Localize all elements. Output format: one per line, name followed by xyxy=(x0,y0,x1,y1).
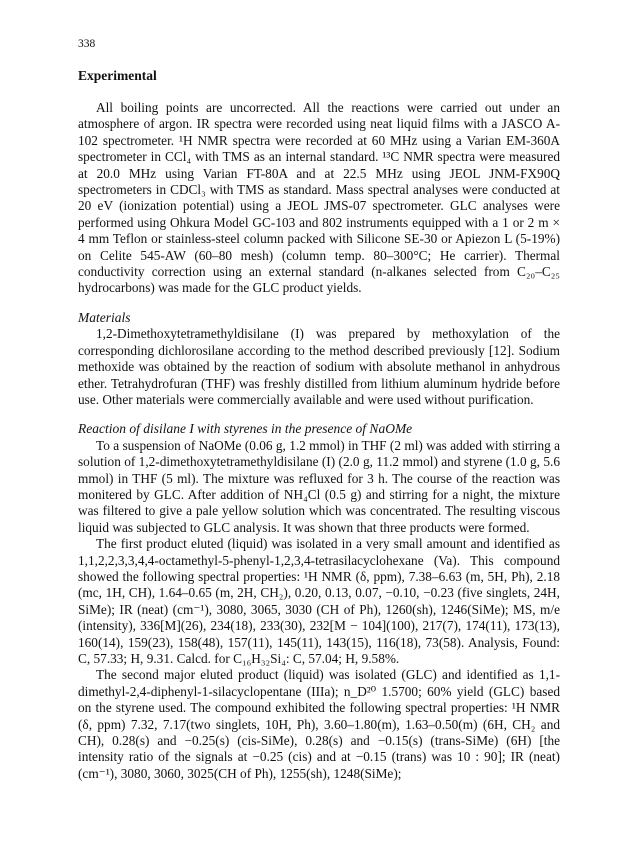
reaction-paragraph-1: To a suspension of NaOMe (0.06 g, 1.2 mmol) in THF (2 ml) was added with stirring a solution of 1,2-dimethoxytetramethyldisilane (I) (2.0 g, 11.2 mmol) and styrene (1.0 g, 5.6 mmol) in THF (5 ml). The mixture was refluxed for 3 h. The course of the reaction was monitered by GLC. After addition of NH₄Cl (0.5 g) and stirring for a night, the mixture was filtered to give a pale yellow solution which was concentrated. The resulting viscous liquid was subjected to GLC analysis. It was shown that three products were formed. xyxy=(78,437,560,535)
reaction-paragraph-2: The first product eluted (liquid) was isolated in a very small amount and identified as 1,1,2,2,3,3,4,4-octamethyl-5-phenyl-1,2,3,4-tetrasilacyclohexane (Va). This compound showed the following spectral properties: ¹H NMR (δ, ppm), 7.38–6.63 (m, 5H, Ph), 2.18 (mc, 1H, CH), 1.64–0.65 (m, 2H, CH₂), 0.20, 0.13, 0.07, −0.10, −0.23 (five singlets, 24H, SiMe); IR (neat) (cm⁻¹), 3080, 3065, 3030 (CH of Ph), 1260(sh), 1246(SiMe); MS, m/e (intensity), 336[M](26), 234(18), 233(30), 232[M − 104](100), 217(7), 174(11), 173(13), 160(14), 159(23), 158(48), 157(11), 145(11), 143(15), 116(18), 73(58). Analysis, Found: C, 57.33; H, 9.31. Calcd. for C₁₆H₃₂Si₄: C, 57.04; H, 9.58%. xyxy=(78,536,560,666)
page-number: 338 xyxy=(78,38,96,50)
materials-paragraph: 1,2-Dimethoxytetramethyldisilane (I) was prepared by methoxylation of the corresponding dichlorosilane according to the method described previously [12]. Sodium methoxide was obtained by the reaction of sodium with absolute methanol in anhydrous ether. Tetrahydrofuran (THF) was freshly distilled from lithium aluminum hydride before use. Other materials were commercially available and were used without purification. xyxy=(78,326,560,407)
experimental-intro-paragraph: All boiling points are uncorrected. All the reactions were carried out under an atmosphere of argon. IR spectra were recorded using neat liquid films with a JASCO A-102 spectrometer. ¹H NMR spectra were recorded at 60 MHz using a Varian EM-360A spectrometer in CCl₄ with TMS as an internal standard. ¹³C NMR spectra were measured at 20.0 MHz using Varian FT-80A and at 22.5 MHz using JEOL JNM-FX90Q spectrometers in CDCl₃ with TMS as standard. Mass spectral analyses were conducted at 20 eV (ionization potential) using a JEOL JMS-07 spectrometer. GLC analyses were performed using Ohkura Model GC-103 and 802 instruments equipped with a 1 or 2 m × 4 mm Teflon or stainless-steel column packed with Silicone SE-30 or Apiezon L (5-19%) on Celite 545-AW (60–80 mesh) (column temp. 80–300°C; He carrier). Thermal conductivity correction using an external standard (n-alkanes selected from C₂₀–C₂₅ hydrocarbons) was made for the GLC product yields. xyxy=(78,100,560,296)
section-title: Experimental xyxy=(78,68,157,83)
reaction-heading: Reaction of disilane I with styrenes in the presence of NaOMe xyxy=(78,421,413,437)
reaction-paragraph-3: The second major eluted product (liquid) was isolated (GLC) and identified as 1,1-dimethyl-2,4-diphenyl-1-silacyclopentane (IIIa); n_D²⁰ 1.5700; 60% yield (GLC) based on the styrene used. The compound exhibited the following spectral properties: ¹H NMR (δ, ppm) 7.32, 7.17(two singlets, 10H, Ph), 3.60–1.80(m), 1.63–0.50(m) (6H, CH₂ and CH), 0.28(s) and −0.25(s) (cis-SiMe), 0.28(s) and −0.15(s) (trans-SiMe) (6H) [the intensity ratio of the signals at −0.25 (cis) and at −0.15 (trans) was 10 : 90]; IR (neat) (cm⁻¹), 3080, 3060, 3025(CH of Ph), 1255(sh), 1248(SiMe); xyxy=(78,667,560,781)
materials-heading: Materials xyxy=(78,309,131,325)
